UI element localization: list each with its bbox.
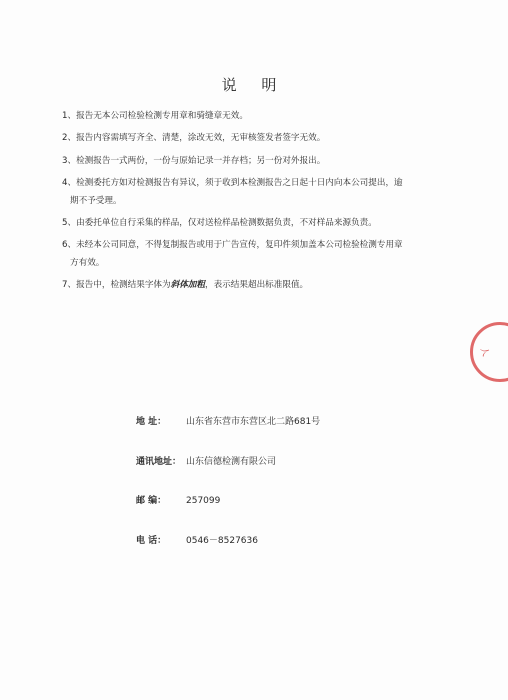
- note-text-continuation: 方有效。: [70, 257, 105, 268]
- note-text: 报告内容需填写齐全、清楚，涂改无效，无审核签发者签字无效。: [76, 133, 326, 144]
- note-item: [62, 153, 478, 170]
- note-text: 报告中，检测结果字体为: [76, 280, 171, 291]
- page-title: 说 明: [221, 76, 287, 94]
- comm-address-value: 山东信德检测有限公司: [186, 457, 277, 467]
- note-number: 7、: [62, 280, 77, 291]
- note-text: 由委托单位自行采集的样品，仅对送检样品检测数据负责，不对样品来源负责。: [76, 218, 377, 229]
- address-value: 山东省东营市东营区北二路681号: [186, 417, 321, 427]
- note-text: 未经本公司同意，不得复制报告或用于广告宣传，复印件须加盖本公司检验检测专用章: [76, 240, 403, 251]
- note-number: 1、: [62, 111, 77, 121]
- emphasis-text: 斜体加粗: [170, 280, 205, 291]
- phone-label: 电 话：: [136, 536, 167, 546]
- note-number: 4、: [62, 178, 77, 189]
- stamp-text: 人: [477, 346, 491, 358]
- phone-value: 0546－8527636: [186, 536, 258, 546]
- note-item: [62, 237, 478, 272]
- note-item: [62, 175, 478, 210]
- postcode-line: [136, 493, 220, 506]
- notes-list: [62, 108, 478, 300]
- note-text: 检测报告一式两份，一份与原始记录一并存档；另一份对外报出。: [76, 155, 326, 166]
- note-item: [62, 108, 478, 125]
- comm-address-line: [136, 454, 276, 467]
- note-number: 2、: [62, 133, 77, 144]
- address-label: 地 址：: [136, 417, 167, 427]
- postcode-label: 邮 编：: [136, 496, 167, 506]
- comm-address-label: 通讯地址：: [136, 457, 182, 467]
- note-item: [62, 215, 478, 232]
- note-number: 6、: [62, 240, 77, 251]
- seal-stamp: [470, 322, 508, 382]
- postcode-value: 257099: [186, 496, 221, 506]
- note-text: 报告无本公司检验检测专用章和骑缝章无效。: [76, 111, 248, 121]
- note-text: ，表示结果超出标准限值。: [205, 280, 309, 291]
- note-number: 5、: [62, 218, 77, 229]
- note-item: [62, 277, 478, 294]
- phone-line: [136, 533, 258, 546]
- address-line: [136, 414, 320, 427]
- note-number: 3、: [62, 155, 77, 166]
- note-item: [62, 130, 478, 147]
- note-text: 检测委托方如对检测报告有异议，须于收到本检测报告之日起十日内向本公司提出，逾: [76, 178, 403, 189]
- note-text-continuation: 期不予受理。: [70, 195, 122, 206]
